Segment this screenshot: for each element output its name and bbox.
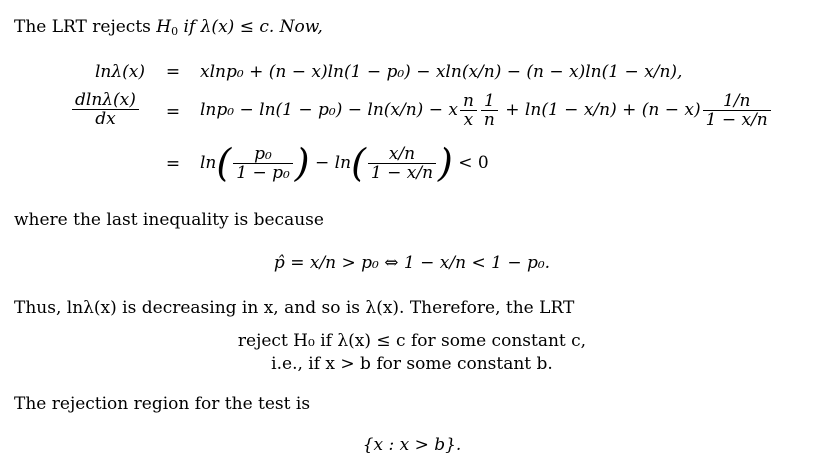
reject-line-1: reject H₀ if λ(x) ≤ c for some constant c, [237,331,587,351]
eq2-lhs [70,91,141,128]
left-paren-1: ( [216,141,232,185]
intro-text: The LRT rejects [14,17,157,37]
eq2-fraction-3 [703,92,771,129]
eq1-equals: = [165,62,181,82]
rejection-region-set: {x : x > b}. [362,435,462,455]
h-subscript: 0 [171,25,179,38]
derivative-fraction [72,91,139,128]
eq2-equals: = [165,102,181,122]
eq3-tail: < 0 [452,153,489,173]
right-paren-2: ) [438,141,453,185]
eq3-ln-2: − ln [309,153,352,173]
h-symbol: H [156,17,172,37]
eq2-f1-den: x [463,109,474,130]
region-text-line: The rejection region for the test is [14,394,311,414]
eq3-f1-num: p₀ [233,145,293,164]
right-paren-1: ) [294,141,310,185]
reject-line-2: i.e., if x > b for some constant b. [271,354,553,374]
eq3-equals: = [165,154,181,174]
eq2-f1-num: n [460,92,477,111]
inequality-line: p̂ = x/n > p₀ ⇔ 1 − x/n < 1 − p₀. [273,253,551,273]
derivative-denominator: dx [95,109,116,129]
eq2-f3-num: 1/n [703,92,771,111]
eq2-fraction-1 [460,92,477,129]
eq3-f1-den: 1 − p₀ [236,162,290,183]
thus-line: Thus, lnλ(x) is decreasing in x, and so is λ(x). Therefore, the LRT [14,298,575,318]
eq2-fraction-2 [481,92,498,129]
eq1-rhs: xlnp₀ + (n − x)ln(1 − p₀) − xln(x/n) − (n − x)ln(1 − x/n), [200,62,683,82]
intro-condition: if λ(x) ≤ c. Now, [178,17,323,37]
eq2-rhs-part-a: lnp₀ − ln(1 − p₀) − ln(x/n) − x [200,100,458,120]
derivative-numerator: dlnλ(x) [72,91,139,110]
left-paren-2: ( [351,141,366,185]
eq3-ln-1: ln [200,153,217,173]
intro-line [14,16,323,43]
where-line: where the last inequality is because [14,210,324,230]
eq3-rhs [200,136,489,190]
eq2-f2-num: 1 [481,92,498,111]
eq2-f3-den: 1 − x/n [705,109,768,130]
eq2-rhs-part-b: + ln(1 − x/n) + (n − x) [499,100,701,120]
eq1-lhs: lnλ(x) [94,62,145,82]
eq3-f2-num: x/n [368,145,436,164]
eq3-f2-den: 1 − x/n [370,162,434,183]
eq3-fraction-2 [368,145,436,182]
eq2-rhs [200,88,773,132]
eq3-fraction-1 [233,145,293,182]
eq2-f2-den: n [483,109,495,130]
